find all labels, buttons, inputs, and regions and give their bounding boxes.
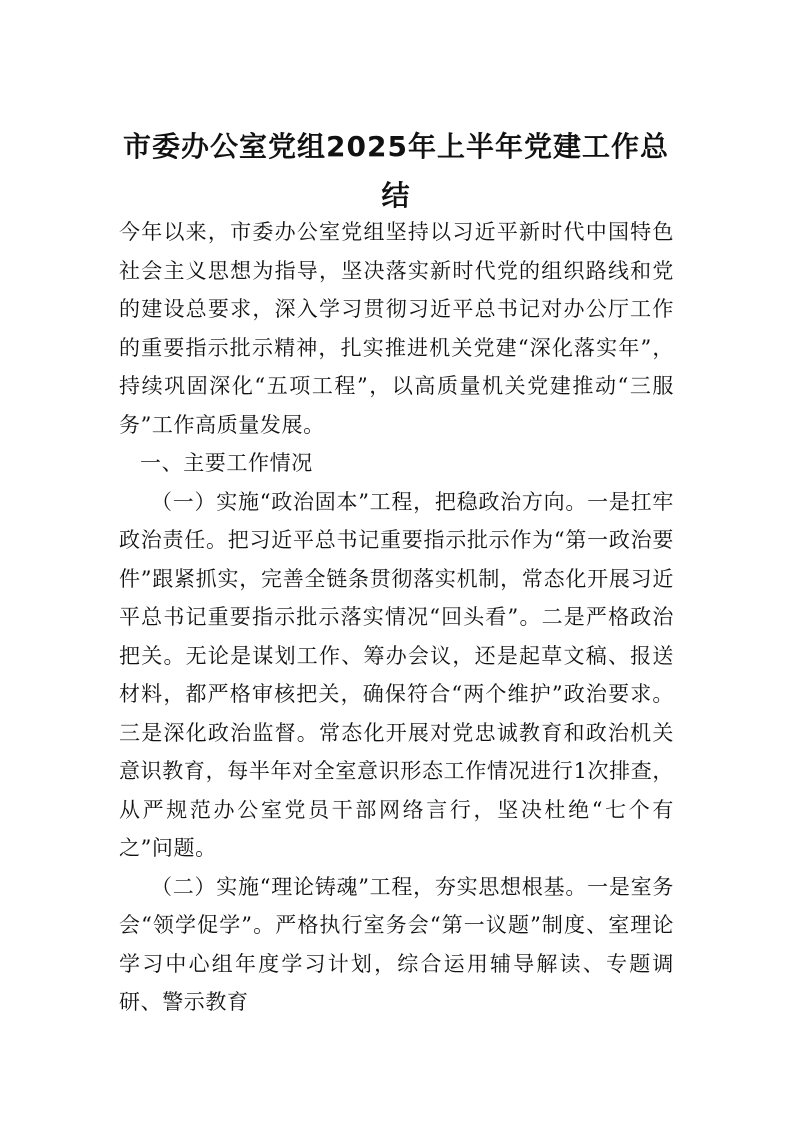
document-body — [119, 213, 674, 1022]
section-heading-1: 一、主要工作情况 — [140, 451, 313, 475]
document-title: 市委办公室党组2025年上半年党建工作总结 — [123, 130, 669, 212]
intro-paragraph: 今年以来，市委办公室党组坚持以习近平新时代中国特色社会主义思想为指导，坚决落实新时代党的组织路线和党的建设总要求，深入学习贯彻习近平总书记对办公厅工作的重要指示批示精神，扎实推进机关党建“深化落实年”，持续巩固深化“五项工程”，以高质量机关党建推动“三服务”工作高质量发展。 — [119, 220, 674, 437]
subsection-paragraph-1: （一）实施“政治固本”工程，把稳政治方向。一是扛牢政治责任。把习近平总书记重要指示批示作为“第一政治要件”跟紧抓实，完善全链条贯彻落实机制，常态化开展习近平总书记重要指示批示落实情况“回头看”。二是严格政治把关。无论是谋划工作、筹办会议，还是起草文稿、报送材料，都严格审核把关，确保符合“两个维护”政治要求。三是深化政治监督。常态化开展对党忠诚教育和政治机关意识教育，每半年对全室意识形态工作情况进行1次排查，从严规范办公室党员干部网络言行，坚决杜绝“七个有之”问题。 — [119, 489, 674, 860]
subsection-paragraph-2: （二）实施“理论铸魂”工程，夯实思想根基。一是室务会“领学促学”。严格执行室务会“第一议题”制度、室理论学习中心组年度学习计划，综合运用辅导解读、专题调研、警示教育 — [119, 874, 674, 1014]
